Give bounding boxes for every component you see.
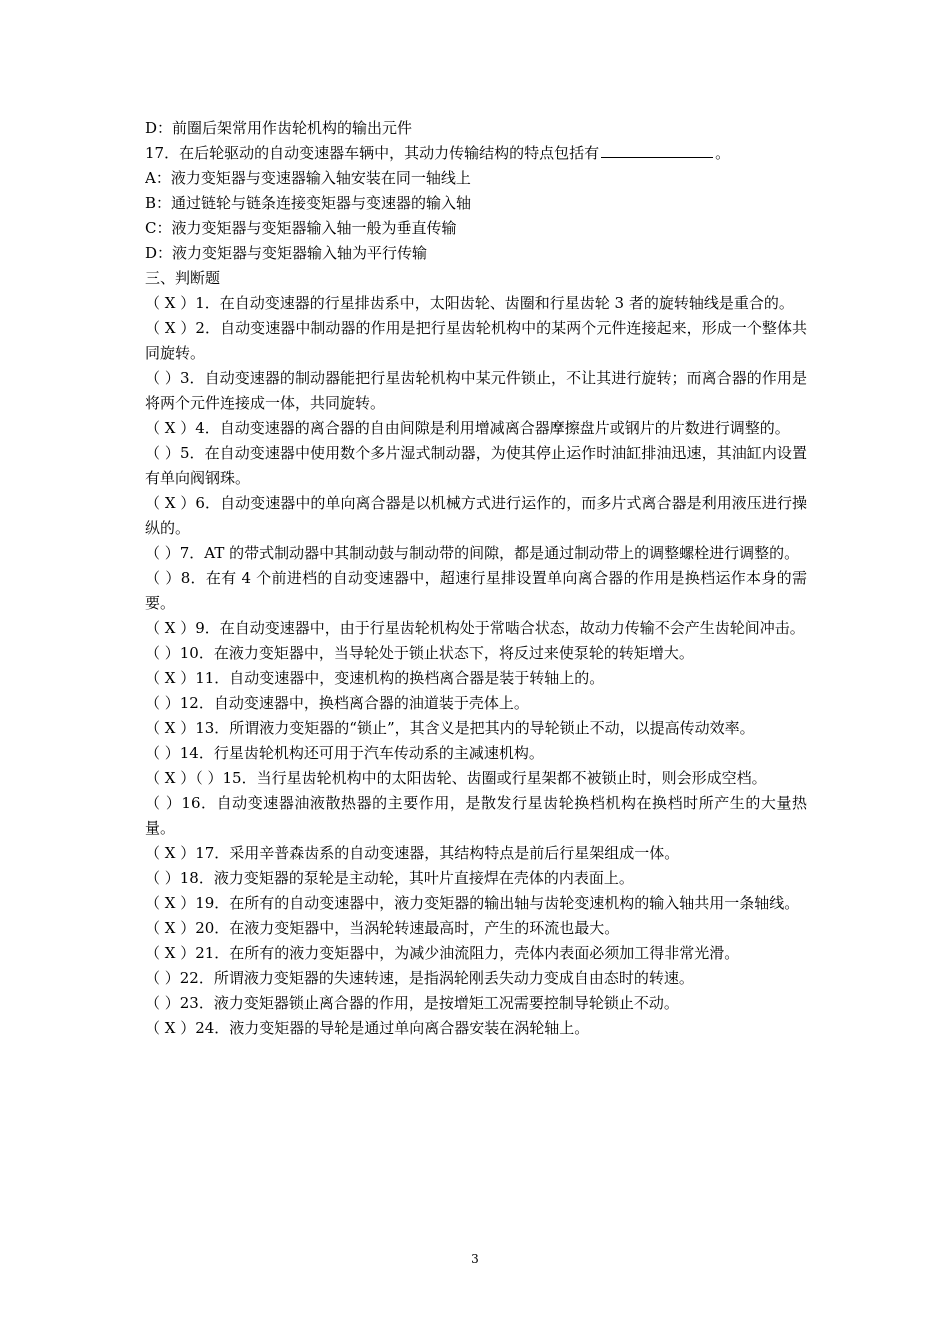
judgment-item-5: （ ）5．在自动变速器中使用数个多片湿式制动器，为使其停止运作时油缸排油迅速，其油缸内设置有单向阀钢珠。 <box>145 444 807 487</box>
question-17-option-b: B：通过链轮与链条连接变矩器与变速器的输入轴 <box>145 194 472 212</box>
section-heading: 三、判断题 <box>145 269 221 287</box>
question-17-option-c: C：液力变矩器与变矩器输入轴一般为垂直传输 <box>145 219 457 237</box>
question-17-option-d: D：液力变矩器与变矩器输入轴为平行传输 <box>145 244 428 262</box>
judgment-item-1: （ X ）1．在自动变速器的行星排齿系中，太阳齿轮、齿圈和行星齿轮 3 者的旋转轴线是重合的。 <box>145 294 794 312</box>
judgment-item-24: （ X ）24．液力变矩器的导轮是通过单向离合器安装在涡轮轴上。 <box>145 1019 590 1037</box>
judgment-item-21: （ X ）21．在所有的液力变矩器中，为减少油流阻力，壳体内表面必须加工得非常光滑。 <box>145 944 740 962</box>
judgment-item-4: （ X ）4．自动变速器的离合器的自由间隙是利用增减离合器摩擦盘片或钢片的片数进行调整的。 <box>145 419 790 437</box>
judgment-item-9: （ X ）9．在自动变速器中，由于行星齿轮机构处于常啮合状态，故动力传输不会产生齿轮间冲击。 <box>145 619 805 637</box>
judgment-item-3: （ ）3．自动变速器的制动器能把行星齿轮机构中某元件锁止，不让其进行旋转；而离合器的作用是将两个元件连接成一体，共同旋转。 <box>145 369 807 412</box>
question-17-stem-text: 17．在后轮驱动的自动变速器车辆中，其动力传输结构的特点包括有 <box>145 144 600 162</box>
judgment-item-17: （ X ）17．采用辛普森齿系的自动变速器，其结构特点是前后行星架组成一体。 <box>145 844 680 862</box>
document-body <box>145 116 807 1041</box>
answer-blank <box>601 141 713 158</box>
judgment-item-18: （ ）18．液力变矩器的泵轮是主动轮，其叶片直接焊在壳体的内表面上。 <box>145 869 634 887</box>
judgment-item-11: （ X ）11．自动变速器中，变速机构的换档离合器是装于转轴上的。 <box>145 669 605 687</box>
judgment-item-22: （ ）22．所谓液力变矩器的失速转速，是指涡轮刚丢失动力变成自由态时的转速。 <box>145 969 694 987</box>
judgment-item-2: （ X ）2．自动变速器中制动器的作用是把行星齿轮机构中的某两个元件连接起来，形成一个整体共同旋转。 <box>145 319 807 362</box>
judgment-item-16: （ ）16．自动变速器油液散热器的主要作用，是散发行星齿轮换档机构在换档时所产生的大量热量。 <box>145 794 807 837</box>
judgment-item-7: （ ）7．AT 的带式制动器中其制动鼓与制动带的间隙，都是通过制动带上的调整螺栓进行调整的。 <box>145 544 800 562</box>
judgment-item-10: （ ）10．在液力变矩器中，当导轮处于锁止状态下，将反过来使泵轮的转矩增大。 <box>145 644 694 662</box>
judgment-item-23: （ ）23．液力变矩器锁止离合器的作用，是按增矩工况需要控制导轮锁止不动。 <box>145 994 679 1012</box>
judgment-item-20: （ X ）20．在液力变矩器中，当涡轮转速最高时，产生的环流也最大。 <box>145 919 620 937</box>
question-17-option-a: A：液力变矩器与变速器输入轴安装在同一轴线上 <box>145 169 471 187</box>
judgment-item-19: （ X ）19．在所有的自动变速器中，液力变矩器的输出轴与齿轮变速机构的输入轴共用一条轴线。 <box>145 894 800 912</box>
question-17-stem-end: 。 <box>715 144 731 162</box>
judgment-item-13: （ X ）13．所谓液力变矩器的“锁止”，其含义是把其内的导轮锁止不动，以提高传动效率。 <box>145 719 755 737</box>
page-number: 3 <box>471 1252 479 1266</box>
question-17-stem <box>145 141 807 166</box>
judgment-item-6: （ X ）6．自动变速器中的单向离合器是以机械方式进行运作的，而多片式离合器是利用液压进行操纵的。 <box>145 494 807 537</box>
question-16-option-d: D：前圈后架常用作齿轮机构的输出元件 <box>145 119 413 137</box>
judgment-item-12: （ ）12．自动变速器中，换档离合器的油道装于壳体上。 <box>145 694 529 712</box>
judgment-item-14: （ ）14．行星齿轮机构还可用于汽车传动系的主减速机构。 <box>145 744 544 762</box>
judgment-item-8: （ ）8．在有 4 个前进档的自动变速器中，超速行星排设置单向离合器的作用是换档运作本身的需要。 <box>145 569 807 612</box>
judgment-item-15: （ X ）（ ）15．当行星齿轮机构中的太阳齿轮、齿圈或行星架都不被锁止时，则会形成空档。 <box>145 769 767 787</box>
